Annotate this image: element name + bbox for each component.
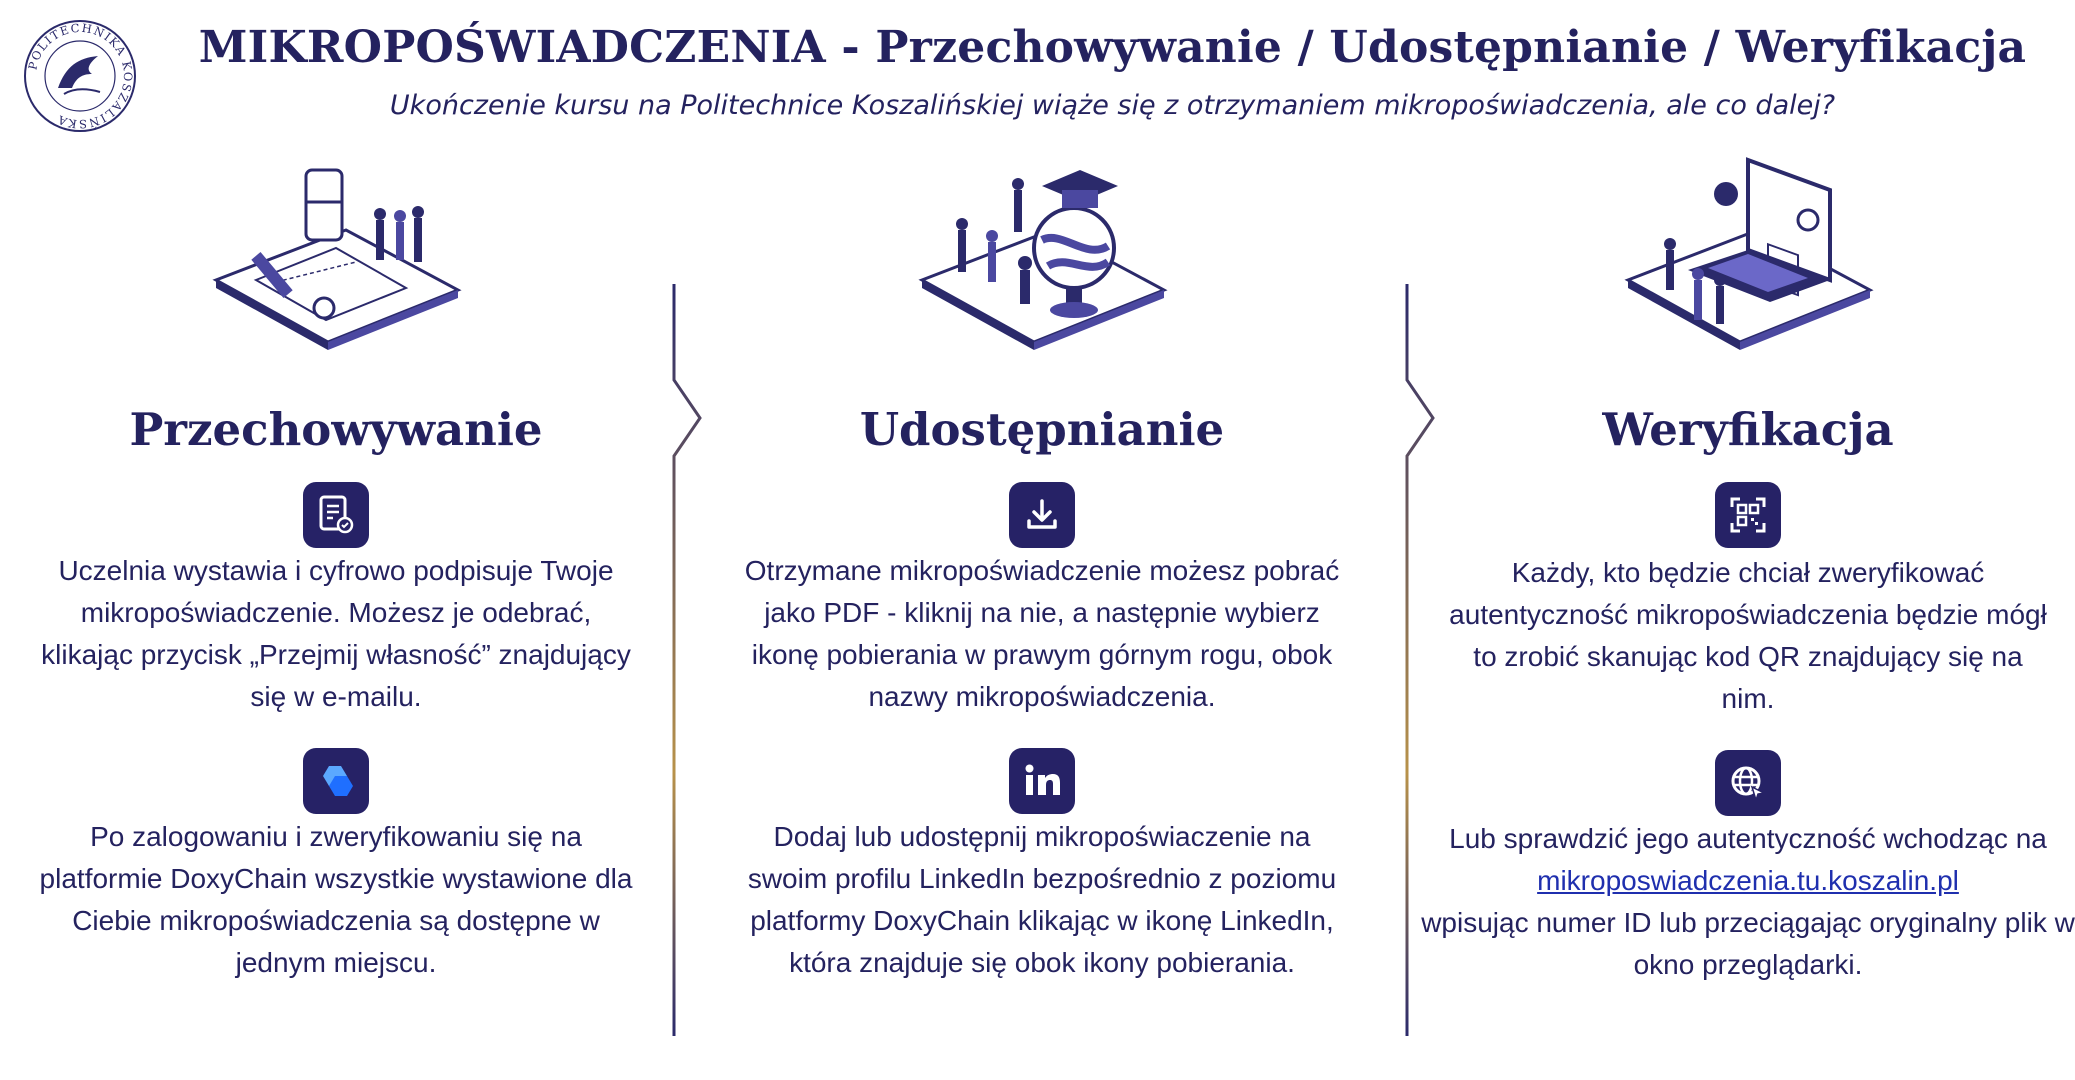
laptop-verification-illustration bbox=[1608, 150, 1888, 370]
verification-website-link[interactable]: mikroposwiadczenia.tu.koszalin.pl bbox=[1537, 865, 1959, 896]
description-paragraph: Otrzymane mikropoświadczenie możesz pobrać jako PDF - kliknij na nie, a następnie wybierz ikonę pobierania w prawym górnym rogu, obok nazwy mikropoświadczenia. bbox=[744, 555, 1340, 712]
qr-scan-icon bbox=[1715, 482, 1781, 548]
column-udostepnianie bbox=[712, 150, 1372, 984]
description-paragraph bbox=[1418, 818, 2075, 986]
web-globe-icon bbox=[1715, 750, 1781, 816]
column-weryfikacja bbox=[1418, 150, 2075, 986]
section-heading: Przechowywanie bbox=[129, 403, 543, 456]
description-paragraph: Dodaj lub udostępnij mikropoświaczenie na swoim profilu LinkedIn bezpośrednio z poziomu platformy DoxyChain klikając w ikonę LinkedIn, która znajduje się obok ikony pobierania. bbox=[747, 821, 1337, 978]
linkedin-icon bbox=[1009, 748, 1075, 814]
certificate-icon bbox=[303, 482, 369, 548]
column-przechowywanie bbox=[6, 150, 666, 984]
verification-text-after: wpisując numer ID lub przeciągając oryginalny plik w okno przeglądarki. bbox=[1421, 907, 2075, 980]
logo-text: POLITECHNIKA KOSZALIŃSKA bbox=[25, 20, 136, 132]
page-subtitle: Ukończenie kursu na Politechnice Koszalińskiej wiąże się z otrzymaniem mikropoświadczenia, ale co dalej? bbox=[389, 90, 1836, 121]
graduation-globe-illustration bbox=[902, 150, 1182, 370]
verification-text-before: Lub sprawdzić jego autentyczność wchodząc na bbox=[1449, 823, 2047, 854]
doxychain-icon bbox=[303, 748, 369, 814]
description-paragraph: Po zalogowaniu i zweryfikowaniu się na platformie DoxyChain wszystkie wystawione dla Ciebie mikropoświadczenia są dostępne w jednym miejscu. bbox=[39, 821, 633, 978]
section-heading: Weryfikacja bbox=[1602, 403, 1894, 456]
description-paragraph: Każdy, kto będzie chciał zweryfikować autentyczność mikropoświadczenia będzie mógł to zrobić skanując kod QR znajdujący się na nim. bbox=[1449, 557, 2047, 714]
page-title: MIKROPOŚWIADCZENIA - Przechowywanie / Udostępnianie / Weryfikacja bbox=[198, 22, 2027, 73]
description-paragraph: Uczelnia wystawia i cyfrowo podpisuje Twoje mikropoświadczenie. Możesz je odebrać, klikając przycisk „Przejmij własność” znajdujący się w e-mailu. bbox=[41, 555, 631, 712]
signing-document-illustration bbox=[196, 150, 476, 370]
university-logo bbox=[22, 18, 138, 134]
section-heading: Udostępnianie bbox=[859, 403, 1225, 456]
download-icon bbox=[1009, 482, 1075, 548]
